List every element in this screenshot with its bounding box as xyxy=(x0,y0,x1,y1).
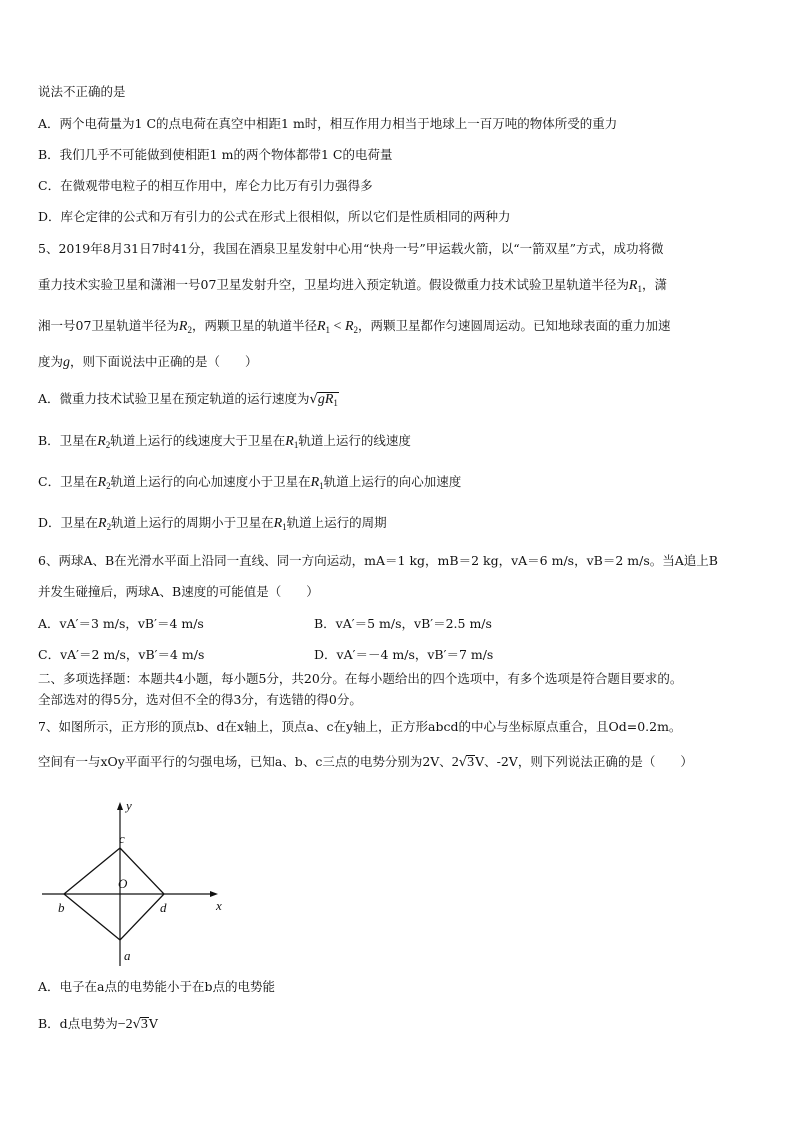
text-segment: B．卫星在 xyxy=(38,433,98,448)
question-5-line-2 xyxy=(38,277,667,297)
math-symbol: R xyxy=(310,475,320,490)
math-subscript: 2 xyxy=(105,440,111,450)
math-g: g xyxy=(63,355,71,370)
math-radicand: 3 xyxy=(467,755,475,770)
math-2-sqrt3 xyxy=(452,755,475,770)
math-symbol: R xyxy=(98,516,107,531)
question-5-line-4 xyxy=(38,354,258,371)
vertex-label-c: c xyxy=(119,831,125,846)
math-r1 xyxy=(311,475,324,490)
math-radicand: 3 xyxy=(140,1017,148,1032)
question-6-option-d: D．vA′＝－4 m/s，vB′＝7 m/s xyxy=(314,647,494,662)
math-r2 xyxy=(98,516,111,531)
x-axis-arrow-icon xyxy=(210,891,218,897)
text-segment: 重力技术实验卫星和潇湘一号07卫星发射升空，卫星均进入预定轨道。假设微重力技术试验卫星轨道半径为 xyxy=(38,277,629,292)
sqrt-sign-icon: √ xyxy=(458,755,468,770)
math-subscript: 2 xyxy=(187,325,192,335)
y-axis-arrow-icon xyxy=(117,802,123,810)
math-symbol: R xyxy=(97,434,106,449)
math-symbol: R xyxy=(344,319,354,334)
math-subscript: 1 xyxy=(282,522,287,532)
vertex-label-a: a xyxy=(124,948,131,963)
section-2-heading: 二、多项选择题：本题共4小题，每小题5分，共20分。在每小题给出的四个选项中，有多个选项是符合题目要求的。 xyxy=(38,671,683,686)
text-segment: ，两颗卫星都作匀速圆周运动。已知地球表面的重力加速 xyxy=(358,318,671,333)
text-segment: 度为 xyxy=(38,354,64,369)
origin-label: O xyxy=(118,876,128,891)
math-r1 xyxy=(274,516,287,531)
math-subscript: 2 xyxy=(106,481,111,491)
math-coefficient: 2 xyxy=(451,755,459,770)
text-segment: A．微重力技术试验卫星在预定轨道的运行速度为 xyxy=(38,391,310,406)
math-subscript: 1 xyxy=(333,398,338,408)
text-segment: ，则下面说法中正确的是（ ） xyxy=(70,354,258,369)
text-segment: 轨道上运行的线速度大于卫星在 xyxy=(110,433,286,448)
question-6-option-c: C．vA′＝2 m/s，vB′＝4 m/s xyxy=(38,647,205,662)
math-subscript: 1 xyxy=(319,481,324,491)
sqrt-sign-icon: √ xyxy=(132,1017,141,1032)
math-sqrt-gr1 xyxy=(317,392,339,410)
section-2-scoring: 全部选对的得5分，选对但不全的得3分，有选错的得0分。 xyxy=(38,692,362,707)
text-segment: 轨道上运行的向心加速度 xyxy=(323,474,462,489)
question-7-option-a: A．电子在a点的电势能小于在b点的电势能 xyxy=(38,979,275,994)
text-segment: B．d点电势为 xyxy=(38,1016,118,1031)
text-line: 说法不正确的是 xyxy=(38,84,126,99)
question-5-line-1: 5、2019年8月31日7时41分，我国在酒泉卫星发射中心用“快舟一号”甲运载火箭，以“一箭双星”方式，成功将微 xyxy=(38,241,664,256)
option-d: D．库仑定律的公式和万有引力的公式在形式上很相似，所以它们是性质相同的两种力 xyxy=(38,209,511,224)
math-inequality xyxy=(317,319,358,334)
square-coordinate-figure xyxy=(36,796,236,968)
math-symbol: gR xyxy=(317,392,334,407)
math-subscript: 1 xyxy=(325,325,331,335)
math-r1 xyxy=(285,434,298,449)
math-symbol: R xyxy=(285,434,294,449)
math-r2 xyxy=(97,434,110,449)
math-subscript: 2 xyxy=(106,522,112,532)
y-axis-label: y xyxy=(126,798,132,813)
text-segment: V xyxy=(148,1016,158,1031)
text-segment: V、-2V，则下列说法正确的是（ ） xyxy=(475,754,693,769)
vertex-label-d: d xyxy=(160,900,167,915)
math-symbol: R xyxy=(628,278,638,293)
text-segment: 轨道上运行的周期小于卫星在 xyxy=(111,515,274,530)
text-segment: D．卫星在 xyxy=(38,515,99,530)
question-6-line-1: 6、两球A、B在光滑水平面上沿同一直线、同一方向运动，mA＝1 kg，mB＝2 kg，vA＝6 m/s，vB＝2 m/s。当A追上B xyxy=(38,553,718,568)
math-subscript: 1 xyxy=(637,284,642,294)
math-subscript: 2 xyxy=(353,325,359,335)
vertex-label-b: b xyxy=(58,900,65,915)
text-segment: ，潇 xyxy=(641,277,667,292)
text-segment: 湘一号07卫星轨道半径为 xyxy=(38,318,179,333)
math-symbol: R xyxy=(273,516,283,531)
text-segment: 轨道上运行的周期 xyxy=(286,515,387,530)
question-5-line-3 xyxy=(38,318,671,338)
question-7-option-b xyxy=(38,1016,158,1033)
question-6-line-2: 并发生碰撞后，两球A、B速度的可能值是（ ） xyxy=(38,584,319,599)
x-axis-label: x xyxy=(216,898,222,913)
text-segment: 轨道上运行的向心加速度小于卫星在 xyxy=(110,474,311,489)
sqrt-sign-icon: √ xyxy=(309,392,318,407)
question-6-option-b: B．vA′＝5 m/s，vB′＝2.5 m/s xyxy=(314,616,492,631)
text-segment: 空间有一与xOy平面平行的匀强电场，已知a、b、c三点的电势分别为2V、 xyxy=(38,754,452,769)
question-5-option-b xyxy=(38,433,411,453)
math-symbol: R xyxy=(97,475,107,490)
math-coefficient: −2 xyxy=(117,1017,133,1032)
text-segment: ，两颗卫星的轨道半径 xyxy=(191,318,317,333)
math-neg-2-sqrt3 xyxy=(118,1017,149,1032)
math-symbol: R xyxy=(316,319,326,334)
math-subscript: 1 xyxy=(293,440,299,450)
question-5-option-a xyxy=(38,391,339,410)
question-7-line-1: 7、如图所示，正方形的顶点b、d在x轴上，顶点a、c在y轴上，正方形abcd的中心与坐标原点重合，且Od=0.2m。 xyxy=(38,719,682,734)
math-operator: < xyxy=(333,319,342,334)
option-a: A．两个电荷量为1 C的点电荷在真空中相距1 m时，相互作用力相当于地球上一百万吨的物体所受的重力 xyxy=(38,116,618,131)
text-segment: C．卫星在 xyxy=(38,474,98,489)
math-r1 xyxy=(629,278,642,293)
text-segment: 轨道上运行的线速度 xyxy=(298,433,411,448)
math-symbol: R xyxy=(178,319,188,334)
question-5-option-d xyxy=(38,515,387,535)
question-7-line-2 xyxy=(38,754,693,771)
question-5-option-c xyxy=(38,474,461,494)
math-r2 xyxy=(179,319,192,334)
math-r2 xyxy=(98,475,111,490)
option-c: C．在微观带电粒子的相互作用中，库仑力比万有引力强得多 xyxy=(38,178,373,193)
question-6-option-a: A．vA′＝3 m/s，vB′＝4 m/s xyxy=(38,616,204,631)
option-b: B．我们几乎不可能做到使相距1 m的两个物体都带1 C的电荷量 xyxy=(38,147,393,162)
